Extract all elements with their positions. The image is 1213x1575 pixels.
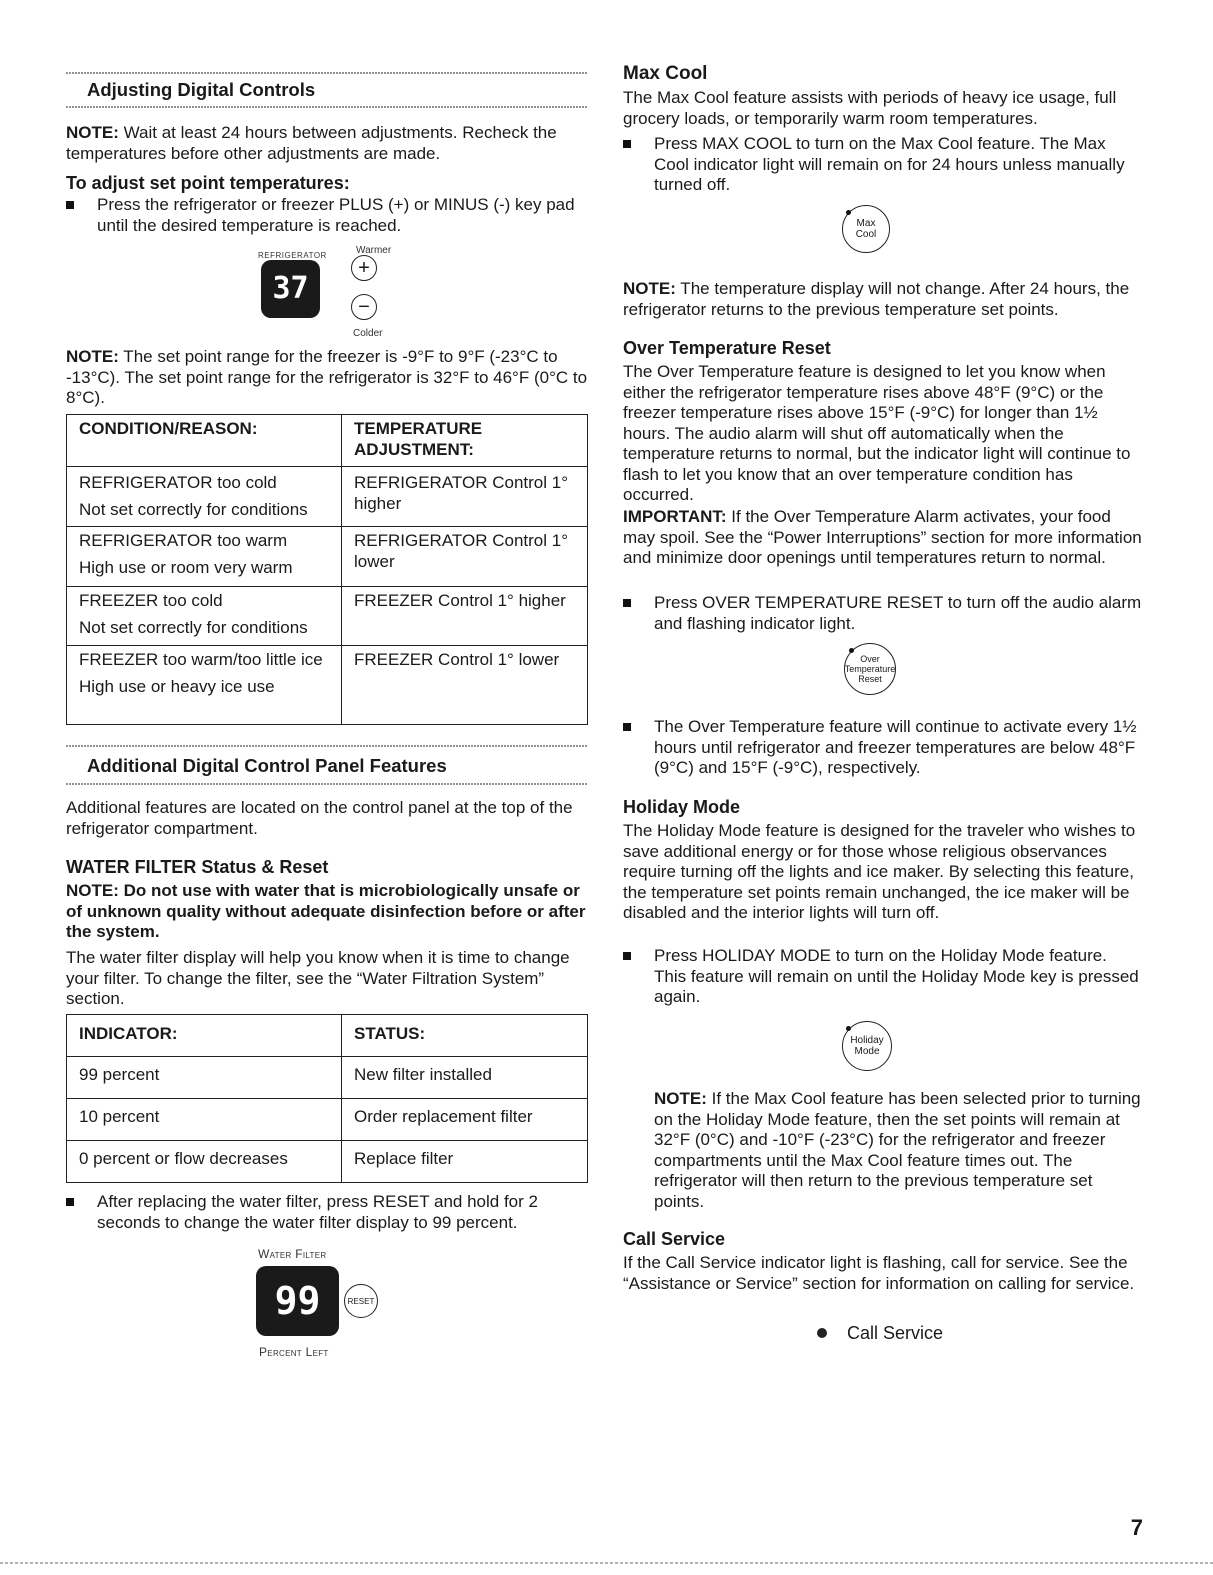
plus-button[interactable] — [351, 255, 377, 281]
section-title-additional: Additional Digital Control Panel Features — [87, 755, 447, 776]
indicator-table — [66, 1014, 588, 1183]
heading-over-temperature: Over Temperature Reset — [623, 338, 831, 358]
call-service-body: If the Call Service indicator light is flashing, call for service. See the “Assistance or Service” section for information on calling for service. — [623, 1253, 1135, 1293]
filter-percent-display: 99 — [256, 1266, 339, 1336]
table-header: CONDITION/REASON: — [67, 415, 342, 467]
temperature-display: 37 — [261, 260, 320, 318]
table-header: INDICATOR: — [67, 1015, 342, 1057]
fig-refrigerator-label: REFRIGERATOR — [258, 251, 327, 260]
condition-table — [66, 414, 588, 725]
fig-warmer-label: Warmer — [356, 245, 392, 256]
fig-percent-left-label: Percent Left — [259, 1345, 329, 1359]
button-label: Over — [860, 654, 880, 664]
over-temperature-body: The Over Temperature feature is designed to let you know when either the refrigerator temperature rises above 48°F (9°C) or the freezer temperature rises above 15°F (-9°C) for longer than 1½ hours. The audio alarm will shut off automatically when the temperature returns to normal, but the indicator light will continue to flash to let you know that an over temperature condition has occurred. — [623, 362, 1131, 504]
section-rule — [66, 106, 588, 108]
call-service-light-icon — [817, 1328, 827, 1338]
table-row: FREEZER too cold Not set correctly for conditions FREEZER Control 1° higher — [67, 587, 588, 646]
note-wait: NOTE: Wait at least 24 hours between adjustments. Recheck the temperatures before other adjustments are made. — [66, 123, 557, 163]
table-header: TEMPERATURE ADJUSTMENT: — [342, 415, 588, 467]
plus-icon: + — [358, 256, 370, 279]
reset-button[interactable] — [344, 1284, 378, 1318]
heading-max-cool: Max Cool — [623, 63, 708, 84]
fig-colder-label: Colder — [353, 328, 383, 339]
table-row: FREEZER too warm/too little ice High use or heavy ice use FREEZER Control 1° lower — [67, 646, 588, 725]
max-cool-button[interactable] — [842, 205, 890, 253]
heading-holiday-mode: Holiday Mode — [623, 797, 741, 817]
table-row: REFRIGERATOR too cold Not set correctly for conditions REFRIGERATOR Control 1° higher — [67, 467, 588, 527]
max-cool-note: NOTE: The temperature display will not change. After 24 hours, the refrigerator returns to the previous temperature set points. — [623, 279, 1130, 319]
bullet-reset-filter: After replacing the water filter, press RESET and hold for 2 seconds to change the water filter display to 99 percent. — [66, 1192, 588, 1233]
button-label: Holiday — [850, 1035, 884, 1046]
reset-button-label: RESET — [347, 1296, 375, 1306]
subheading-water-filter: WATER FILTER Status & Reset — [66, 857, 329, 877]
note-set-point-range: NOTE: The set point range for the freezer is -9°F to 9°F (-23°C to -13°C). The set point range for the refrigerator is 32°F to 46°F (0°C to 8°C). — [66, 347, 588, 407]
fig-water-filter-label: Water Filter — [258, 1247, 327, 1261]
button-label: Reset — [858, 674, 882, 684]
minus-button[interactable] — [351, 294, 377, 320]
table-header: STATUS: — [342, 1015, 588, 1057]
button-label: Max — [856, 218, 876, 229]
page-number: 7 — [1130, 1515, 1143, 1540]
indicator-light-icon — [846, 210, 851, 215]
heading-call-service: Call Service — [623, 1229, 726, 1249]
subheading-set-point: To adjust set point temperatures: — [66, 173, 350, 193]
additional-intro: Additional features are located on the control panel at the top of the refrigerator compartment. — [66, 798, 573, 838]
table-row: 99 percent New filter installed — [67, 1057, 588, 1099]
bullet-over-temp-continue: The Over Temperature feature will continue to activate every 1½ hours until refrigerator and freezer temperatures are below 48°F (9°C) and 15°F (-9°C), respectively. — [623, 717, 1143, 779]
table-row: REFRIGERATOR too warm High use or room very warm REFRIGERATOR Control 1° lower — [67, 527, 588, 587]
max-cool-body: The Max Cool feature assists with periods of heavy ice usage, full grocery loads, or temporarily warm room temperatures. — [623, 88, 1117, 128]
holiday-mode-note: NOTE: If the Max Cool feature has been selected prior to turning on the Holiday Mode feature, then the set points will remain at 32°F (0°C) and -10°F (-23°C) for the refrigerator and freezer compartments until the Max Cool feature times out. The refrigerator will then return to the previous temperature set points. — [654, 1089, 1141, 1211]
button-label: Mode — [854, 1046, 880, 1057]
button-label: Temperature — [844, 664, 896, 674]
section-rule — [66, 72, 588, 74]
page-bottom-rule — [0, 1562, 1213, 1564]
table-row: 10 percent Order replacement filter — [67, 1099, 588, 1141]
water-filter-body: The water filter display will help you know when it is time to change your filter. To change the filter, see the “Water Filtration System” section. — [66, 948, 570, 1008]
indicator-light-icon — [849, 648, 854, 653]
button-label: Cool — [855, 229, 877, 240]
water-safety-note: NOTE: Do not use with water that is microbiologically unsafe or of unknown quality without adequate disinfection before or after the system. — [66, 881, 586, 941]
minus-icon: − — [358, 295, 370, 318]
bullet-holiday-mode: Press HOLIDAY MODE to turn on the Holiday Mode feature. This feature will remain on until the Holiday Mode key is pressed again. — [623, 946, 1143, 1008]
holiday-mode-body: The Holiday Mode feature is designed for the traveler who wishes to save additional energy or for those whose religious observances require turning off the lights and ice maker. By selecting this feature, the temperature set points remain unchanged, the ice maker will be disabled and the interior lights will turn off. — [623, 821, 1136, 922]
bullet-over-temp-reset: Press OVER TEMPERATURE RESET to turn off the audio alarm and flashing indicator light. — [623, 593, 1143, 634]
over-temperature-reset-button[interactable] — [844, 643, 896, 695]
bullet-press-keypad: Press the refrigerator or freezer PLUS (+) or MINUS (-) key pad until the desired temperature is reached. — [66, 195, 588, 236]
call-service-indicator-label: Call Service — [847, 1323, 944, 1343]
indicator-light-icon — [846, 1026, 851, 1031]
section-title-adjusting: Adjusting Digital Controls — [87, 79, 316, 100]
holiday-mode-button[interactable] — [842, 1021, 892, 1071]
important-note: IMPORTANT: If the Over Temperature Alarm activates, your food may spoil. See the “Power Interruptions” section for more information and minimize door openings until temperatures return to normal. — [623, 507, 1142, 567]
section-rule — [66, 783, 588, 785]
table-row: 0 percent or flow decreases Replace filter — [67, 1141, 588, 1183]
section-rule — [66, 745, 588, 747]
bullet-max-cool: Press MAX COOL to turn on the Max Cool feature. The Max Cool indicator light will remain on for 24 hours unless manually turned off. — [623, 134, 1143, 196]
